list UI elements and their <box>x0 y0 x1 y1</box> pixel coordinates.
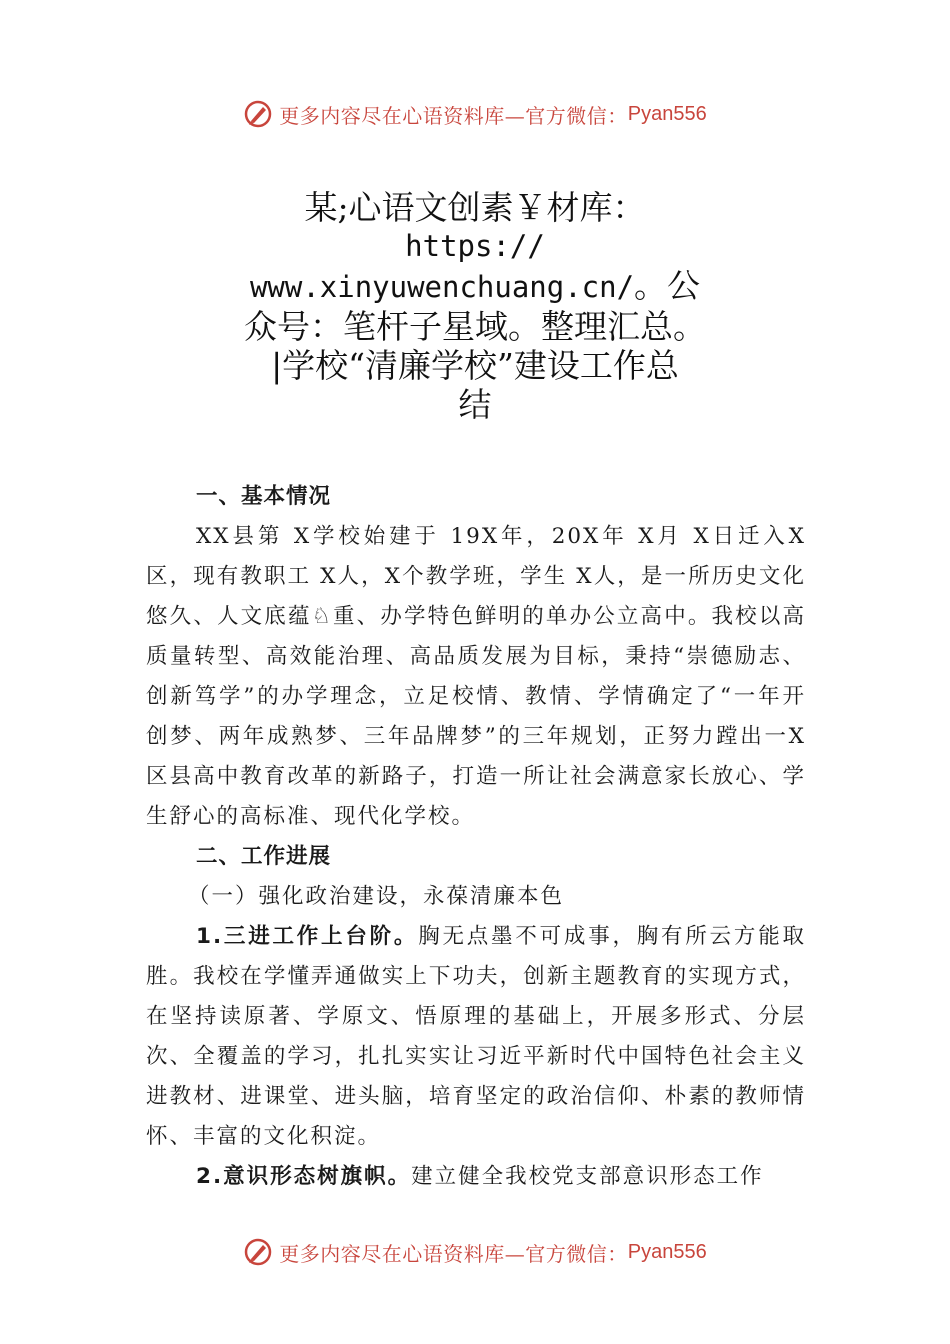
title-line-1: 某;心语文创素￥材库： <box>304 188 646 227</box>
item-2-lead: 2.意识形态树旗帜。 <box>196 1164 412 1189</box>
banner-text: 更多内容尽在心语资料库—官方微信： <box>279 103 628 128</box>
header-watermark-banner <box>0 94 950 134</box>
item-2-text: 建立健全我校党支部意识形态工作 <box>411 1164 764 1189</box>
title-line-3-tail: 。公 <box>634 266 701 305</box>
banner-wechat-id: Pyan556 <box>627 102 707 125</box>
document-title <box>0 188 950 424</box>
paragraph-item-2 <box>146 1157 806 1197</box>
section-heading-basic-info: 一、基本情况 <box>196 484 332 509</box>
title-line-4: 众号：笔杆子星域。整理汇总。 <box>244 307 706 346</box>
item-1-lead: 1.三进工作上台阶。 <box>196 924 419 949</box>
document-body <box>146 477 806 1197</box>
title-line-2: https:// <box>405 229 545 263</box>
subsection-heading-political: （一）强化政治建设，永葆清廉本色 <box>188 884 565 909</box>
paragraph-basic-info: XX县第 X学校始建于 19X年，20X年 X月 X日迁入X区，现有教职工 X人，X个教学班，学生 X人，是一所历史文化悠久、人文底蕴♘重、办学特色鲜明的单办公立高中。我校以高质量转型、高效能治理、高品质发展为目标，秉持“崇德励志、创新笃学”的办学理念，立足校情、教情、学情确定了“一年开创梦、两年成熟梦、三年品牌梦”的三年规划，正努力蹚出一X区县高中教育改革的新路子，打造一所让社会满意家长放心、学生舒心的高标准、现代化学校。 <box>146 524 806 829</box>
title-line-3 <box>0 266 950 307</box>
pen-logo-icon <box>243 1237 273 1267</box>
title-line-6: 结 <box>458 385 492 424</box>
paragraph-item-1 <box>146 917 806 1157</box>
title-line-5: |学校“清廉学校”建设工作总 <box>271 346 679 385</box>
section-heading-progress: 二、工作进展 <box>196 844 332 869</box>
footer-watermark-banner <box>0 1232 950 1272</box>
pen-logo-icon <box>243 99 273 129</box>
banner-text: 更多内容尽在心语资料库—官方微信： <box>279 1241 628 1266</box>
item-1-text: 胸无点墨不可成事，胸有所云方能取胜。我校在学懂弄通做实上下功夫，创新主题教育的实现方式，在坚持读原著、学原文、悟原理的基础上，开展多形式、分层次、全覆盖的学习，扎扎实实让习近平新时代中国特色社会主义进教材、进课堂、进头脑，培育坚定的政治信仰、朴素的教师情怀、丰富的文化积淀。 <box>146 924 806 1149</box>
title-url: www.xinyuwenchuang.cn/ <box>249 270 635 304</box>
banner-wechat-id: Pyan556 <box>627 1240 707 1263</box>
